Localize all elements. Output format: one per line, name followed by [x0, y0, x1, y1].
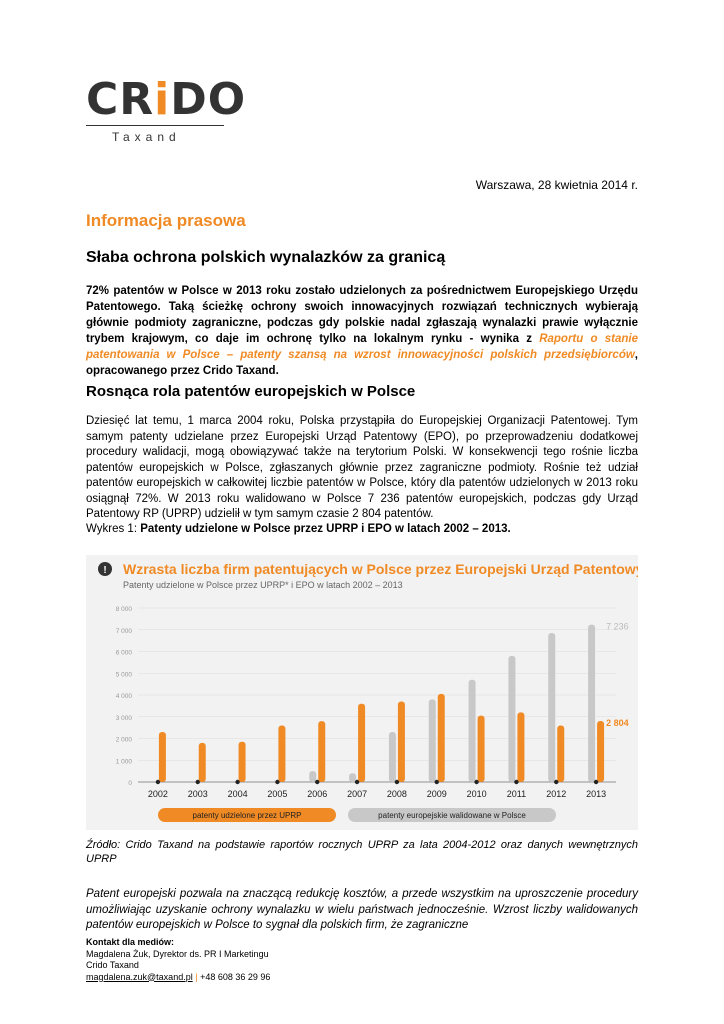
contact-company: Crido Taxand: [86, 960, 139, 970]
x-tick-label: 2004: [227, 789, 248, 799]
bar-epo-2012: [548, 633, 555, 782]
x-tick-label: 2009: [426, 789, 447, 799]
lead-paragraph: [86, 283, 638, 379]
bar-uprp-2005: [278, 725, 285, 782]
lead-text-2: , opracowanego przez Crido Taxand.: [86, 349, 638, 377]
axis-dot: [355, 780, 359, 784]
x-tick-label: 2013: [586, 789, 607, 799]
crido-logo: [86, 74, 247, 125]
bar-epo-2007: [349, 773, 356, 782]
y-tick-label: 5 000: [115, 671, 132, 679]
x-tick-label: 2005: [267, 789, 288, 799]
x-tick-label: 2011: [506, 789, 527, 799]
figure-caption-prefix: Wykres 1:: [86, 523, 141, 535]
y-tick-label: 8 000: [115, 606, 132, 613]
bar-uprp-2010: [478, 716, 485, 782]
bar-uprp-2004: [239, 742, 246, 782]
chart-subtitle: Patenty udzielone w Polsce przez UPRP* i EPO w latach 2002 – 2013: [123, 580, 403, 590]
press-release-heading: Informacja prasowa: [86, 211, 246, 230]
bar-uprp-2002: [159, 732, 166, 782]
y-tick-label: 3 000: [115, 714, 132, 722]
bar-epo-2010: [469, 680, 476, 782]
bar-epo-2006: [309, 771, 316, 782]
figure-source: Źródło: Crido Taxand na podstawie raportów rocznych UPRP za lata 2004-2012 oraz danych wewnętrznych UPRP: [86, 839, 638, 865]
logo-text-a: CR: [86, 74, 155, 125]
axis-dot: [554, 780, 558, 784]
bar-uprp-2006: [318, 721, 325, 782]
figure-caption-title: Patenty udzielone w Polsce przez UPRP i EPO w latach 2002 – 2013.: [140, 523, 511, 535]
x-tick-label: 2012: [546, 789, 567, 799]
data-label-uprp-2013: 2 804: [606, 718, 629, 729]
axis-dot: [474, 780, 478, 784]
lead-text-1: 72% patentów w Polsce w 2013 roku zostało udzielonych za pośrednictwem Europejskiego Urzędu Patentowego. Taką ścieżkę ochrony swoich innowacyjnych rozwiązań technicznych wybierają głównie podmioty zagraniczne, podczas gdy polskie nadal zgłaszają wynalazki prawie wyłącznie trybem krajowym, co daje im ochronę tylko na lokalnym rynku - wynika z: [86, 285, 638, 345]
bar-uprp-2008: [398, 702, 405, 782]
document-date: Warszawa, 28 kwietnia 2014 r.: [475, 178, 638, 192]
axis-dot: [514, 780, 518, 784]
bar-epo-2011: [508, 656, 515, 782]
bar-uprp-2003: [199, 743, 206, 782]
paragraph-2: Patent europejski pozwala na znaczącą redukcję kosztów, a przede wszystkim na uproszczenie procedury umożliwiając uzyskanie ochrony wynalazku w wielu państwach jednocześnie. Wzrost liczby walidowanych patentów europejskich w Polsce to sygnał dla polskich firm, że zagraniczne: [86, 888, 638, 931]
bar-epo-2008: [389, 732, 396, 782]
x-tick-label: 2010: [466, 789, 487, 799]
logo-divider: [86, 125, 224, 126]
logo-text-dot: i: [154, 74, 171, 125]
x-tick-label: 2008: [386, 789, 407, 799]
axis-dot: [594, 780, 598, 784]
axis-dot: [156, 780, 160, 784]
info-icon-glyph: !: [103, 565, 107, 576]
patent-chart: [86, 555, 638, 830]
axis-dot: [315, 780, 319, 784]
bar-uprp-2007: [358, 704, 365, 782]
y-tick-label: 1 000: [115, 758, 132, 766]
section-title: Rosnąca rola patentów europejskich w Polsce: [86, 383, 416, 400]
report-link[interactable]: Raportu o stanie patentowania w Polsce – patenty szansą na wzrost innowacyjności polskich przedsiębiorców: [86, 333, 638, 361]
axis-dot: [196, 780, 200, 784]
chart-title: Wzrasta liczba firm patentujących w Polsce przez Europejski Urząd Patentowy (EPO*): [123, 561, 638, 577]
data-label-epo-2013: 7 236: [606, 621, 629, 632]
paragraph-1: Dziesięć lat temu, 1 marca 2004 roku, Polska przystąpiła do Europejskiej Organizacji Patentowej. Tym samym patenty udzielane przez Europejski Urząd Patentowy (EPO), po przeprowadzeniu dodatkowej procedury walidacji, mogą obowiązywać także na terytorium Polski. W konsekwencji tego rośnie liczba patentów europejskich w Polsce, zgłaszanych głównie przez zagraniczne podmioty. Rośnie też udział patentów europejskich w całkowitej liczbie patentów w Polsce, który dla patentów udzielonych w 2013 roku osiągnął 72%. W 2013 roku walidowano w Polsce 7 236 patentów europejskich, podczas gdy Urząd Patentowy RP (UPRP) udzielił w tym samym czasie 2 804 patentów.: [86, 415, 638, 520]
y-tick-label: 2 000: [115, 736, 132, 744]
bar-epo-2009: [429, 699, 436, 782]
contact-separator: |: [195, 971, 198, 982]
bar-uprp-2013: [597, 721, 604, 782]
bar-uprp-2012: [557, 725, 564, 782]
bar-uprp-2009: [438, 694, 445, 782]
document-title: Słaba ochrona polskich wynalazków za granicą: [86, 249, 446, 266]
y-tick-label: 6 000: [115, 649, 132, 657]
x-tick-label: 2003: [187, 789, 208, 799]
y-tick-label: 0: [128, 780, 132, 787]
bar-epo-2013: [588, 625, 595, 782]
logo-text-b: DO: [170, 74, 247, 125]
axis-dot: [435, 780, 439, 784]
contact-name: Magdalena Żuk, Dyrektor ds. PR I Marketingu: [86, 948, 269, 959]
contact-email-link[interactable]: magdalena.zuk@taxand.pl: [86, 971, 193, 982]
x-tick-label: 2006: [307, 789, 328, 799]
contact-details: [86, 972, 270, 984]
x-tick-label: 2007: [347, 789, 368, 799]
x-tick-label: 2002: [147, 789, 168, 799]
axis-dot: [235, 780, 239, 784]
y-tick-label: 7 000: [115, 627, 132, 635]
axis-dot: [395, 780, 399, 784]
y-tick-label: 4 000: [115, 693, 132, 700]
figure-caption: [86, 523, 511, 535]
bar-uprp-2011: [517, 712, 524, 782]
logo-subtitle: Taxand: [112, 130, 181, 144]
contact-title: Kontakt dla mediów:: [86, 937, 175, 947]
media-contact: [86, 937, 270, 983]
contact-phone: +48 608 36 29 96: [200, 971, 271, 982]
patent-chart-svg: [86, 555, 638, 830]
legend-uprp-label: patenty udzielone przez UPRP: [192, 811, 302, 820]
axis-dot: [275, 780, 279, 784]
legend-epo-label: patenty europejskie walidowane w Polsce: [378, 811, 526, 820]
